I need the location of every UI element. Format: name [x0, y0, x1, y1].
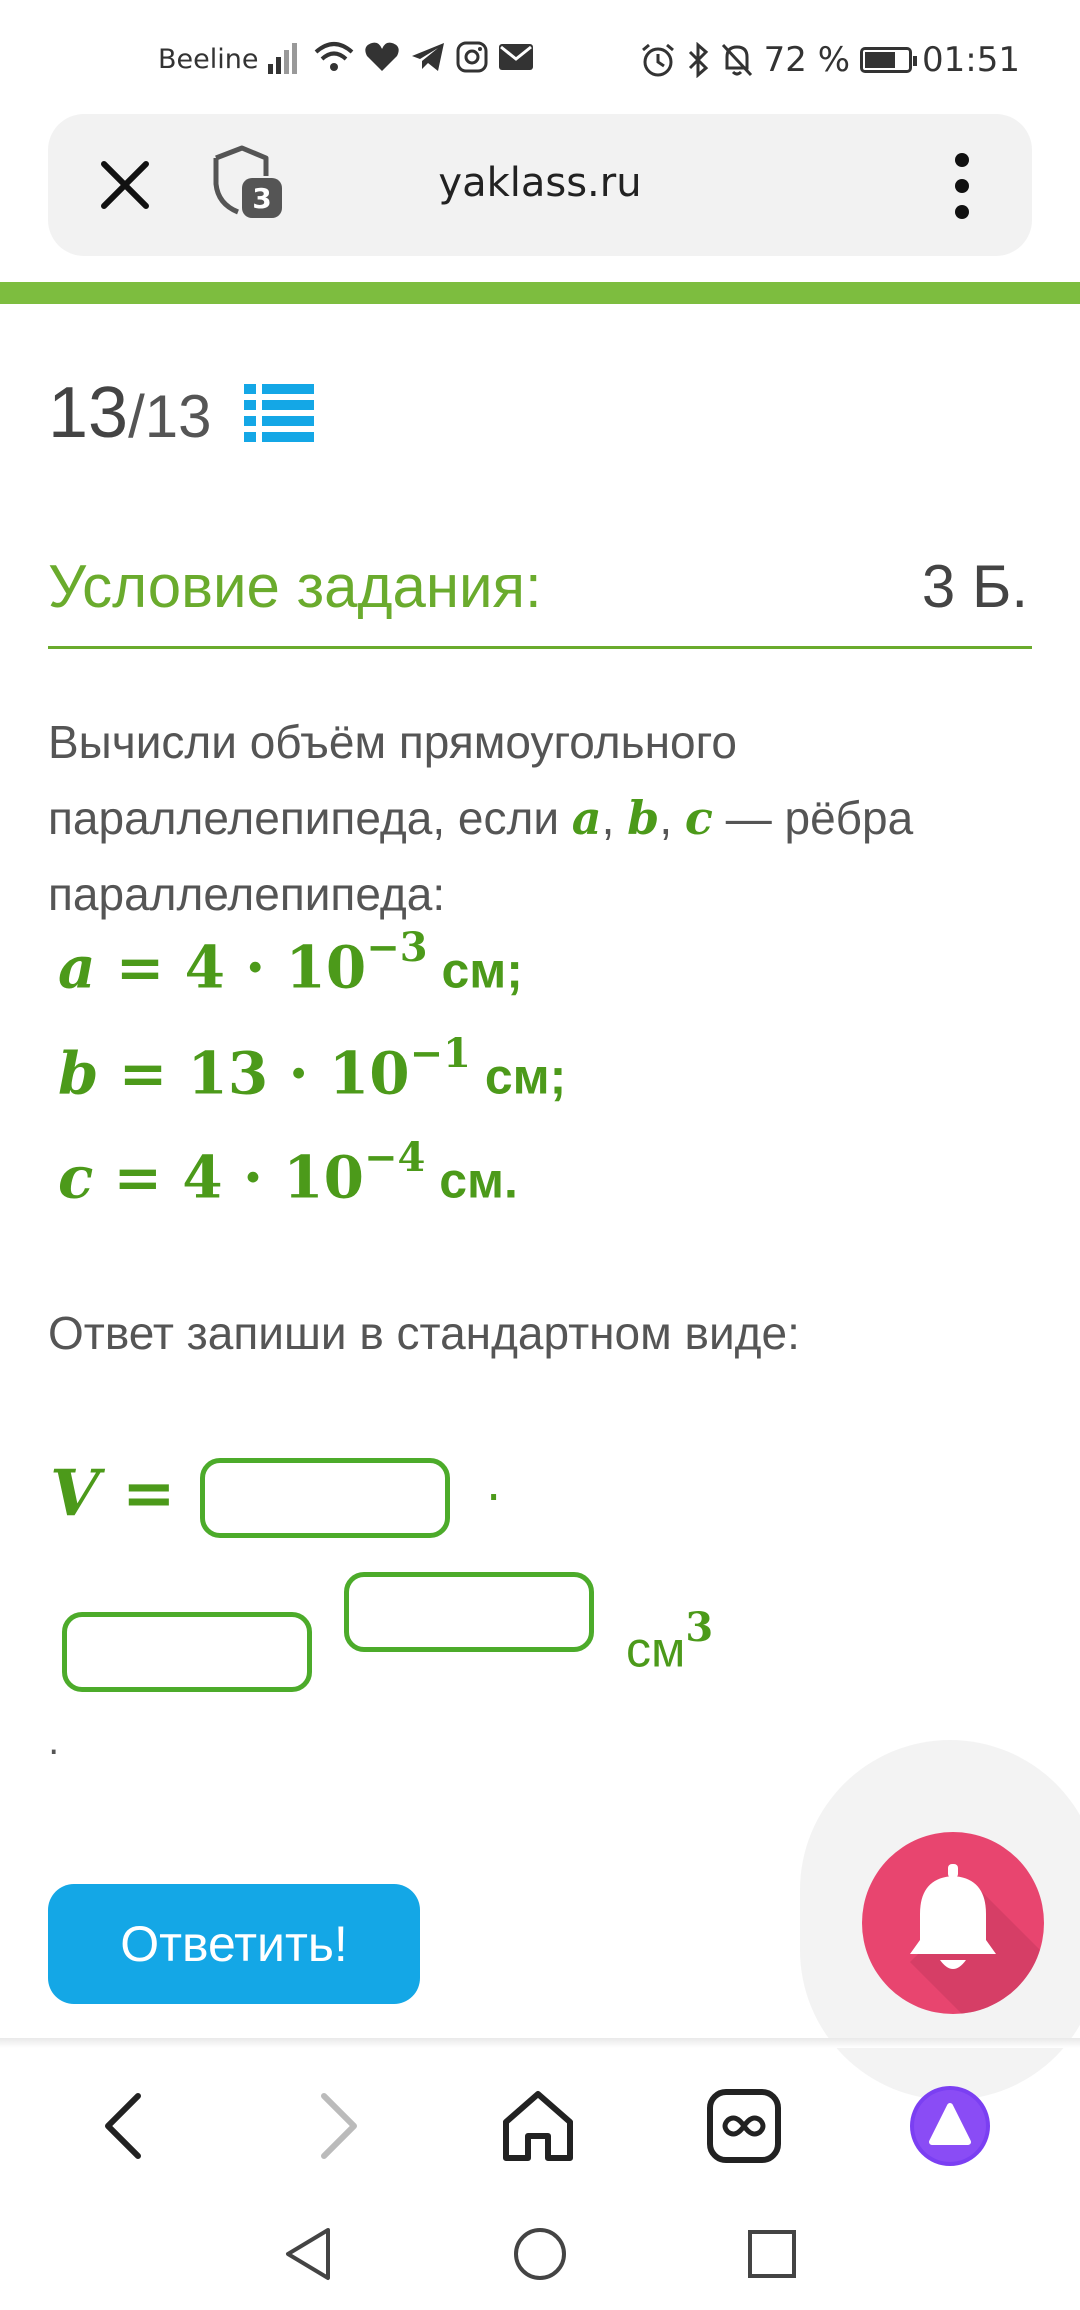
formula-a-unit: см; — [427, 942, 523, 999]
base-input[interactable] — [62, 1612, 312, 1692]
status-bar — [0, 0, 1080, 120]
multiply-dot: · — [486, 1470, 502, 1526]
counter-current: 13 — [48, 373, 129, 453]
formula-b-exp: −1 — [409, 1030, 471, 1077]
task-text — [48, 704, 1038, 932]
task-text-part1: Вычисли объём прямоугольного параллелепипеда, если — [48, 716, 737, 844]
formula-c-unit: см. — [425, 1152, 518, 1209]
nav-shadow — [0, 2038, 1080, 2048]
points-value: 3 Б. — [921, 553, 1028, 620]
alice-assistant-icon[interactable] — [910, 2086, 990, 2166]
var-c: c — [684, 791, 713, 845]
counter-total: /13 — [128, 383, 212, 450]
system-recents-icon[interactable] — [744, 2224, 800, 2284]
unit-text: см — [626, 1621, 686, 1678]
condition-divider — [48, 646, 1032, 649]
exponent-input[interactable] — [344, 1572, 594, 1652]
battery-icon — [860, 47, 912, 73]
mantissa-input[interactable] — [200, 1458, 450, 1538]
status-right — [640, 40, 1020, 80]
var-a: a — [571, 791, 602, 845]
address-bar — [48, 114, 1032, 256]
answer-prompt: Ответ запиши в стандартном виде: — [48, 1307, 800, 1359]
formula-b-rest: = 13 · 10 — [98, 1039, 410, 1108]
system-nav-bar — [0, 2200, 1080, 2310]
heart-icon — [364, 41, 400, 73]
formula-a-var: a — [58, 933, 96, 1002]
question-counter — [48, 372, 212, 454]
tabs-switcher-icon[interactable] — [704, 2086, 784, 2166]
sep2: , — [659, 792, 685, 844]
formula-a-rest: = 4 · 10 — [95, 933, 367, 1002]
formula-c-var: c — [58, 1143, 94, 1212]
more-menu-icon[interactable] — [952, 150, 972, 222]
final-period: . — [48, 1722, 60, 1763]
task-list-icon[interactable] — [244, 382, 314, 444]
battery-percent: 72 % — [763, 40, 851, 80]
var-b: b — [627, 791, 660, 845]
unit-label — [626, 1604, 714, 1679]
formula-c-rest: = 4 · 10 — [93, 1143, 364, 1212]
carrier-name: Beeline — [158, 44, 259, 75]
tab-count: 3 — [252, 182, 272, 215]
submit-button[interactable]: Ответить! — [48, 1884, 420, 2004]
mute-bell-icon — [720, 42, 754, 78]
mail-icon — [498, 43, 534, 71]
formula-a — [58, 924, 523, 1002]
volume-label: V = — [50, 1456, 176, 1531]
instagram-icon — [456, 41, 488, 73]
alarm-icon — [640, 42, 676, 78]
formula-b — [58, 1030, 567, 1108]
system-home-icon[interactable] — [512, 2224, 568, 2284]
condition-title: Условие задания: — [48, 553, 542, 620]
unit-exponent: 3 — [685, 1604, 714, 1651]
progress-stripe — [0, 282, 1080, 304]
formula-c — [58, 1134, 518, 1212]
back-arrow-icon[interactable] — [86, 2086, 166, 2166]
signal-icon — [268, 40, 304, 74]
formula-b-unit: см; — [470, 1048, 567, 1105]
sep1: , — [601, 792, 628, 844]
formula-b-var: b — [58, 1039, 99, 1108]
formula-a-exp: −3 — [366, 924, 428, 971]
notification-bell-button[interactable] — [862, 1832, 1044, 2014]
url-text[interactable]: yaklass.ru — [438, 160, 642, 206]
bell-icon — [862, 1832, 1044, 2014]
bluetooth-icon — [686, 42, 710, 78]
browser-nav-bar — [0, 2048, 1080, 2198]
clock: 01:51 — [922, 40, 1020, 80]
telegram-icon — [410, 41, 446, 73]
task-text-part2: — рёбра параллелепипеда: — [48, 792, 914, 920]
system-back-icon[interactable] — [280, 2224, 336, 2284]
status-icons — [268, 40, 534, 74]
forward-arrow-icon[interactable] — [296, 2086, 376, 2166]
wifi-icon — [314, 40, 354, 74]
home-icon[interactable] — [498, 2086, 578, 2166]
formula-c-exp: −4 — [363, 1134, 426, 1181]
